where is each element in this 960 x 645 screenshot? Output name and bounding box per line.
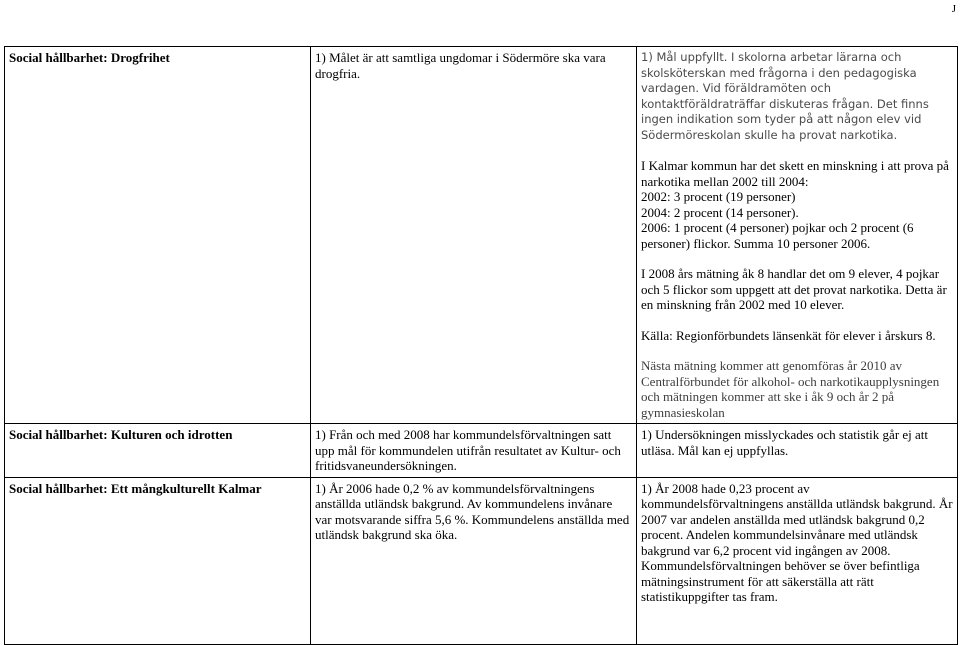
row-heading-mangkulturellt: Social hållbarhet: Ett mångkulturellt Kalmar — [9, 480, 262, 496]
table-row-drogfrihet — [5, 47, 958, 424]
goal-cell — [311, 47, 637, 424]
heading-cell — [5, 477, 311, 644]
goal-text-drogfrihet: 1) Målet är att samtliga ungdomar i Södermöre ska vara drogfria. — [315, 50, 606, 81]
goal-text-kultur: 1) Från och med 2008 har kommundelsförvaltningen satt upp mål för kommundelen utifrån resultatet av Kultur- och fritidsvaneundersökningen. — [315, 427, 621, 473]
result-cell — [637, 477, 958, 644]
row-heading-drogfrihet: Social hållbarhet: Drogfrihet — [9, 50, 170, 65]
report-table — [4, 46, 958, 645]
table-row-mangkulturellt — [5, 477, 958, 644]
result-text-mangkulturellt: 1) År 2008 hade 0,23 procent av kommundelsförvaltningens anställda utländsk bakgrund. År 2007 var andelen anställda med utländsk bakgrund 0,2 procent. Andelen kommundelsinvånare med utländsk bakgrund var 6,2 procent vid ingången av 2008. Kommundelsförvaltningen behöver se över befintliga mätningsinstrument för att säkerställa att rätt statistikuppgifter tas fram. — [641, 480, 953, 604]
result-stats-line: 2002: 3 procent (19 personer) — [641, 189, 796, 204]
result-next-measurement: Nästa mätning kommer att genomföras år 2010 av Centralförbundet för alkohol- och narkotikaupplysningen och mätningen kommer att ske i åk 9 och år 2 på gymnasieskolan — [641, 358, 940, 420]
result-stats-line: I Kalmar kommun har det skett en minskning i att prova på narkotika mellan 2002 till 2004: — [641, 158, 949, 189]
result-stats-block — [641, 158, 953, 251]
heading-cell — [5, 47, 311, 424]
result-text-drogfrihet-3: I 2008 års mätning åk 8 handlar det om 9 elever, 4 pojkar och 5 flickor som uppgett att det provat narkotika. Detta är en minskning från 2002 med 10 elever. — [641, 266, 947, 312]
row-heading-kultur: Social hållbarhet: Kulturen och idrotten — [9, 427, 233, 442]
goal-cell — [311, 477, 637, 644]
result-source: Källa: Regionförbundets länsenkät för elever i årskurs 8. — [641, 327, 936, 343]
heading-cell — [5, 424, 311, 478]
page-marker: J — [951, 3, 956, 15]
result-cell — [637, 424, 958, 478]
result-stats-line: 2006: 1 procent (4 personer) pojkar och 2 procent (6 personer) flickor. Summa 10 personer 2006. — [641, 220, 914, 251]
result-cell — [637, 47, 958, 424]
result-stats-line: 2004: 2 procent (14 personer). — [641, 204, 799, 220]
table-row-kultur — [5, 424, 958, 478]
goal-text-mangkulturellt: 1) År 2006 hade 0,2 % av kommundelsförvaltningens anställda utländsk bakgrund. Av kommundelens invånare var motsvarande siffra 5,6 %. Kommundelens anställda med utländsk bakgrund ska öka. — [315, 480, 630, 542]
result-text-kultur: 1) Undersökningen misslyckades och statistik går ej att utläsa. Mål kan ej uppfyllas. — [641, 427, 929, 458]
goal-cell — [311, 424, 637, 478]
result-text-drogfrihet-1: 1) Mål uppfyllt. I skolorna arbetar lärarna och skolsköterskan med frågorna i den pedagogiska vardagen. Vid föräldramöten och kontaktföräldraträffar diskuteras frågan. Det finns ingen indikation som tyder på att någon elev vid Södermöreskolan skulle ha provat narkotika. — [641, 50, 929, 142]
